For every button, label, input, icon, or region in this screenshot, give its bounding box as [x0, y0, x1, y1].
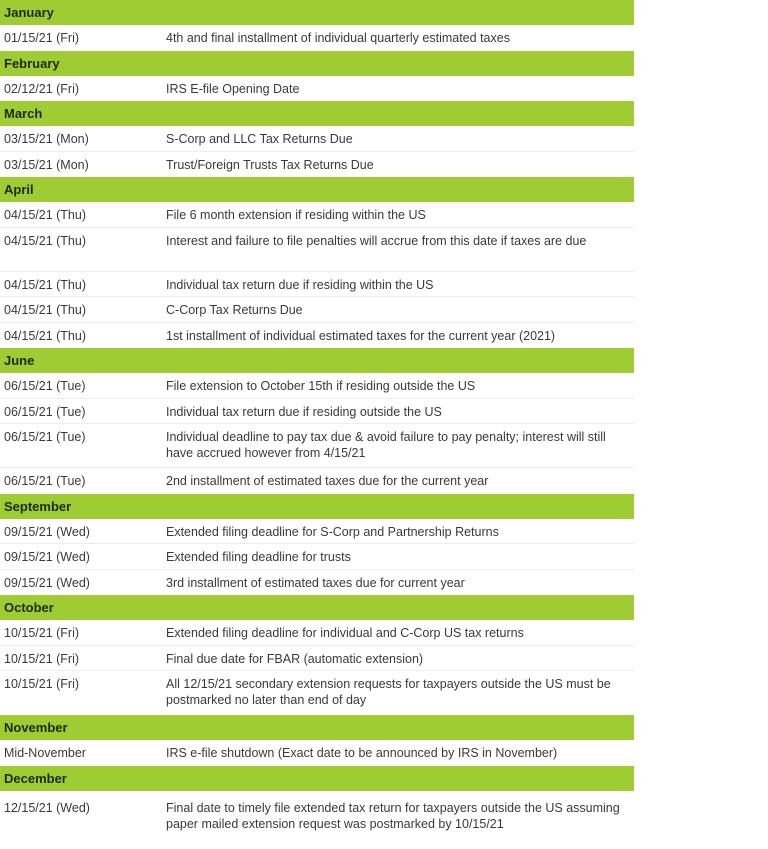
date-cell: 06/15/21 (Tue) [4, 474, 86, 488]
description-cell: C-Corp Tax Returns Due [166, 303, 303, 317]
description-cell: Extended filing deadline for trusts [166, 550, 351, 564]
month-header-december: December [0, 766, 634, 791]
table-row [0, 323, 634, 349]
table-row [0, 152, 634, 178]
description-cell: 4th and final installment of individual quarterly estimated taxes [166, 31, 510, 45]
description-cell: Individual tax return due if residing within the US [166, 277, 434, 292]
description-cell: Final due date for FBAR (automatic extension) [166, 651, 424, 666]
date-cell: 04/15/21 (Thu) [4, 277, 86, 292]
table-row [0, 399, 634, 425]
table-row [0, 620, 634, 646]
table-row [0, 544, 634, 570]
date-cell: 01/15/21 (Fri) [4, 31, 80, 45]
date-cell: 04/15/21 (Thu) [4, 208, 86, 222]
date-cell: 04/15/21 (Thu) [4, 328, 86, 343]
date-cell: 09/15/21 (Wed) [4, 575, 90, 590]
table-row [0, 25, 634, 51]
table-row [0, 424, 634, 468]
date-cell: 06/15/21 (Tue) [4, 379, 86, 393]
date-cell: Mid-November [4, 746, 86, 760]
table-row [0, 740, 634, 766]
description-cell: File extension to October 15th if residing outside the US [166, 379, 476, 393]
date-cell: 12/15/21 (Wed) [4, 800, 90, 815]
month-header-january: January [0, 0, 634, 25]
description-cell: Final date to timely file extended tax return for taxpayers outside the US assuming paper mailed extension request was postmarked by 10/15/21 [166, 800, 620, 831]
description-cell: Individual tax return due if residing outside the US [166, 404, 442, 419]
description-cell: Extended filing deadline for individual and C-Corp US tax returns [166, 626, 524, 640]
table-row [0, 468, 634, 494]
description-cell: 1st installment of individual estimated taxes for the current year (2021) [166, 328, 556, 343]
description-cell: 3rd installment of estimated taxes due for current year [166, 575, 465, 590]
description-cell: Interest and failure to file penalties will accrue from this date if taxes are due [166, 233, 587, 248]
table-row [0, 202, 634, 228]
description-cell: All 12/15/21 secondary extension requests for taxpayers outside the US must be postmarked no later than end of day [166, 677, 611, 707]
description-cell: Individual deadline to pay tax due & avoid failure to pay penalty; interest will still have accrued however from 4/15/21 [166, 430, 606, 460]
date-cell: 10/15/21 (Fri) [4, 626, 80, 640]
table-row [0, 646, 634, 672]
month-header-february: February [0, 51, 634, 76]
month-header-october: October [0, 595, 634, 620]
description-cell: 2nd installment of estimated taxes due for the current year [166, 474, 489, 488]
description-cell: File 6 month extension if residing within the US [166, 208, 426, 222]
table-row [0, 272, 634, 298]
table-row [0, 76, 634, 102]
date-cell: 02/12/21 (Fri) [4, 81, 80, 96]
description-cell: IRS e-file shutdown (Exact date to be announced by IRS in November) [166, 746, 558, 760]
table-row [0, 570, 634, 596]
description-cell: S-Corp and LLC Tax Returns Due [166, 132, 353, 146]
date-cell: 09/15/21 (Wed) [4, 524, 90, 539]
date-cell: 10/15/21 (Fri) [4, 677, 80, 691]
description-cell: Extended filing deadline for S-Corp and Partnership Returns [166, 524, 499, 539]
month-header-november: November [0, 715, 634, 740]
date-cell: 04/15/21 (Thu) [4, 303, 86, 317]
month-header-march: March [0, 101, 634, 126]
table-row [0, 297, 634, 323]
date-cell: 03/15/21 (Mon) [4, 157, 89, 172]
table-row [0, 373, 634, 399]
table-row [0, 228, 634, 272]
description-cell: IRS E-file Opening Date [166, 81, 300, 96]
date-cell: 10/15/21 (Fri) [4, 651, 80, 666]
table-row [0, 671, 634, 715]
date-cell: 06/15/21 (Tue) [4, 430, 86, 444]
table-row [0, 126, 634, 152]
date-cell: 06/15/21 (Tue) [4, 404, 86, 419]
month-header-september: September [0, 494, 634, 519]
table-row [0, 791, 634, 847]
month-header-april: April [0, 177, 634, 202]
date-cell: 09/15/21 (Wed) [4, 550, 90, 564]
date-cell: 04/15/21 (Thu) [4, 233, 86, 248]
date-cell: 03/15/21 (Mon) [4, 132, 89, 146]
table-row [0, 519, 634, 545]
month-header-june: June [0, 348, 634, 373]
description-cell: Trust/Foreign Trusts Tax Returns Due [166, 157, 374, 172]
